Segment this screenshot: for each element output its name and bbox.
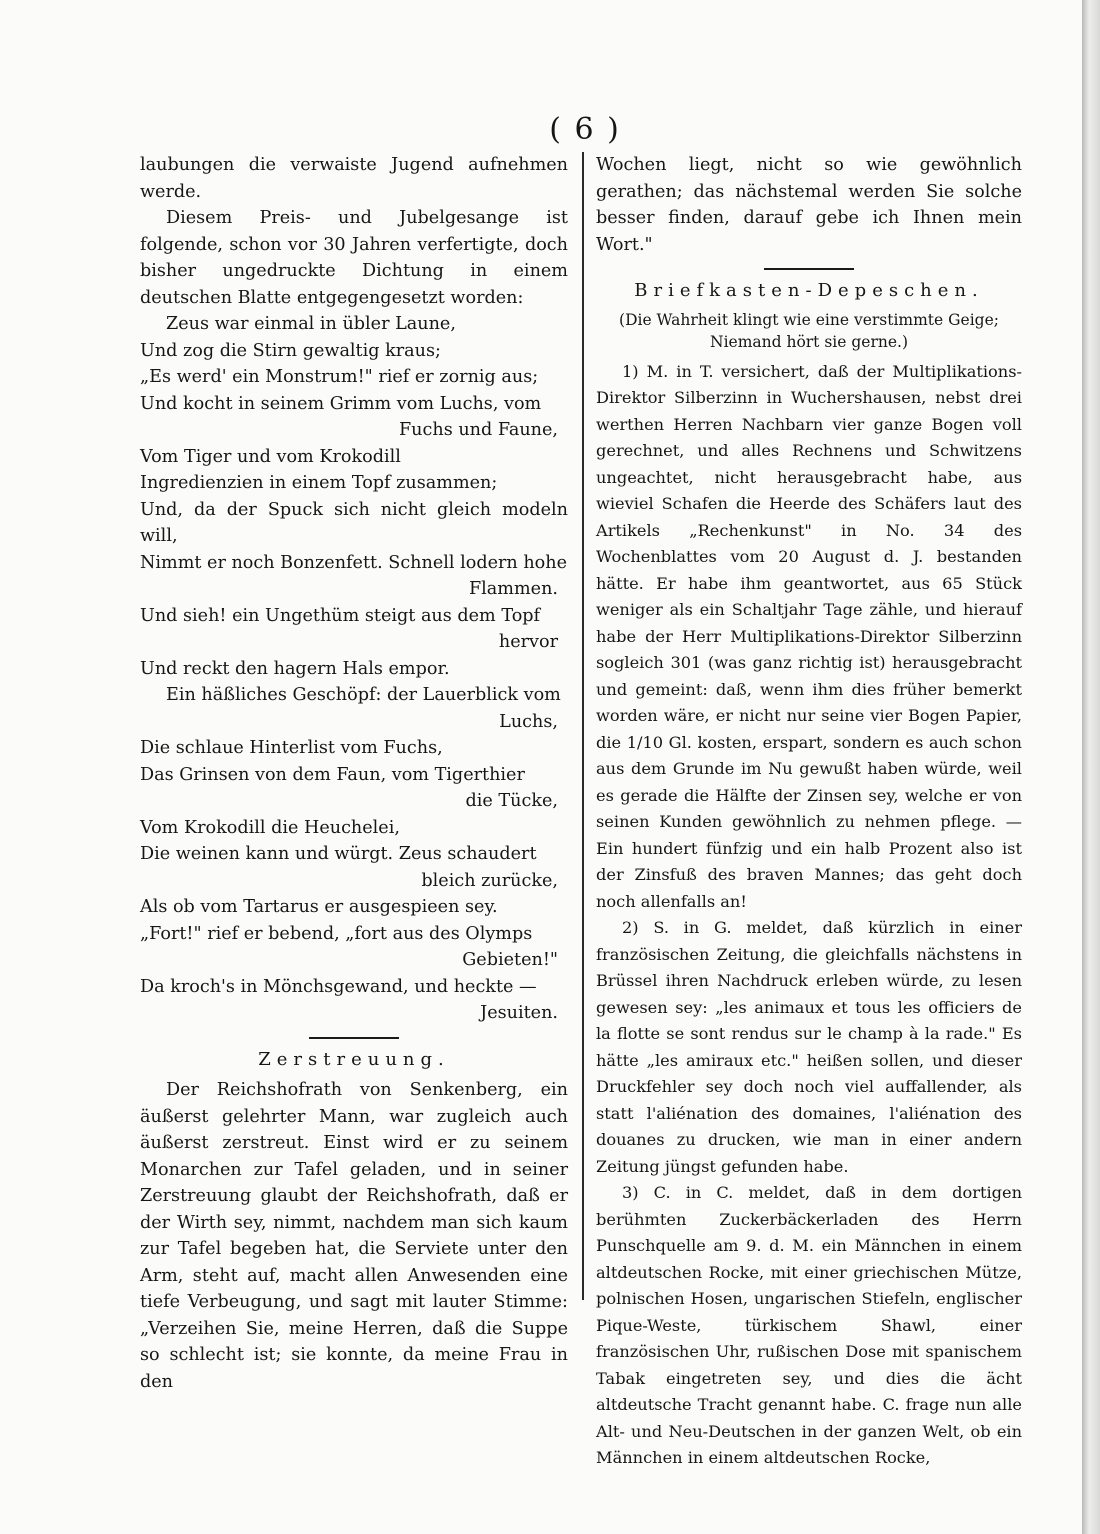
poem-line: Und zog die Stirn gewaltig kraus;	[140, 340, 441, 361]
poem-line: Und sieh! ein Ungethüm steigt aus dem Topf	[140, 605, 541, 626]
right-column	[596, 152, 1022, 1472]
poem-line-continued: Jesuiten.	[480, 1003, 558, 1023]
page-edge-shadow	[1082, 0, 1100, 1534]
poem	[140, 311, 568, 1027]
poem-line: Und kocht in seinem Grimm vom Luchs, vom	[140, 393, 542, 414]
poem-line: Das Grinsen von dem Faun, vom Tigerthier	[140, 764, 525, 785]
section-title-zerstreuung: Zerstreuung.	[258, 1048, 450, 1070]
poem-line: Vom Tiger und vom Krokodill	[140, 446, 401, 467]
poem-line: Zeus war einmal in übler Laune,	[166, 314, 456, 334]
intro-paragraph: Diesem Preis- und Jubelgesange ist folgende, schon vor 30 Jahren verfertigte, doch bisher ungedruckte Dichtung in einem deutschen Blatte entgegengesetzt worden:	[140, 208, 568, 308]
poem-line: Ingredienzien in einem Topf zusammen;	[140, 473, 498, 493]
poem-line-continued: hervor	[498, 632, 558, 652]
section-divider	[764, 268, 854, 270]
section-motto: (Die Wahrheit klingt wie eine verstimmte Geige; Niemand hört sie gerne.)	[619, 310, 999, 351]
poem-line: Vom Krokodill die Heuchelei,	[140, 817, 400, 838]
poem-line-continued: die Tücke,	[465, 791, 558, 811]
briefkasten-item-3: 3) C. in C. meldet, daß in dem dortigen berühmten Zuckerbäckerladen des Herrn Punschquelle am 9. d. M. ein Männchen in einem altdeutschen Rocke, mit einer griechischen Mütze, polnischen Hosen, ungarischen Stiefeln, englischer Pique-Weste, türkischem Shawl, einer französischen Uhr, rußischen Dose mit spanischem Tabak eingetreten sey, und dies die ächt altdeutsche Tracht genannt habe. C. frage nun alle Alt- und Neu-Deutschen in der ganzen Welt, ob ein Männchen in einem altdeutschen Rocke,	[596, 1183, 1022, 1467]
poem-line: Die schlaue Hinterlist vom Fuchs,	[140, 738, 443, 758]
zerstreuung-paragraph: Der Reichshofrath von Senkenberg, ein äußerst gelehrter Mann, war zugleich auch äußerst zerstreut. Einst wird er zu seinem Monarchen zur Tafel geladen, und in seiner Zerstreuung glaubt der Reichshofrath, daß er der Wirth sey, nimmt, nachdem man sich kaum zur Tafel begeben hat, die Serviete unter den Arm, steht auf, macht allen Anwesenden eine tiefe Verbeugung, und sagt mit lauter Stimme: „Verzeihen Sie, meine Herren, daß die Suppe so schlecht ist; sie konnte, da meine Frau in den	[140, 1080, 568, 1392]
poem-line: Nimmt er noch Bonzenfett. Schnell lodern hohe	[140, 552, 568, 573]
section-title-briefkasten: Briefkasten-Depeschen.	[634, 280, 984, 301]
poem-line: Und reckt den hagern Hals empor.	[140, 658, 450, 679]
poem-line: Und, da der Spuck sich nicht gleich modeln will,	[140, 499, 568, 546]
left-column	[140, 152, 568, 1395]
poem-line: Als ob vom Tartarus er ausgespieen sey.	[140, 897, 498, 917]
poem-line: „Es werd' ein Monstrum!" rief er zornig aus;	[140, 367, 539, 387]
poem-line-continued: Fuchs und Faune,	[398, 420, 558, 440]
page-number: ( 6 )	[549, 112, 621, 147]
intro-paragraph-end: laubungen die verwaiste Jugend aufnehmen werde.	[140, 155, 568, 202]
briefkasten-item-2: 2) S. in G. meldet, daß kürzlich in einer französischen Zeitung, die gleichfalls nächstens in Brüssel ihren Nachdruck erleben würde, zu lesen gewesen sey: „les animaux et tous les officiers de la flotte se sont rendus sur le champ à la rade." Es hätte „les amiraux etc." heißen sollen, und dieser Druckfehler sey doch noch viel auffallender, als statt l'aliénation des domaines, l'aliénation des douanes zu drucken, wie man in einer andern Zeitung jüngst gefunden habe.	[596, 918, 1022, 1176]
poem-line: „Fort!" rief er bebend, „fort aus des Olymps	[140, 923, 533, 944]
poem-line-continued: Flammen.	[468, 579, 558, 599]
briefkasten-item-1: 1) M. in T. versichert, daß der Multiplikations-Direktor Silberzinn in Wuchershausen, nebst drei werthen Herren Nachbarn vier ganze Bogen voll gerechnet, und alles Rechnens und Schwitzens ungeachtet, nicht herausgebracht habe, aus wieviel Schafen die Heerde des Schäfers laut des Artikels „Rechenkunst" in No. 34 des Wochenblattes vom 20 August d. J. bestanden hätte. Er habe ihm geantwortet, aus 65 Stück weniger als ein Schaltjahr Tage zähle, und hierauf habe der Herr Multiplikations-Direktor Silberzinn sogleich 301 (was ganz richtig ist) herausgebracht und gemeint: daß, wenn ihm dies früher bemerkt worden wäre, er nicht nur seine vier Bogen Papier, die 1/10 Gl. kosten, erspart, sondern es auch schon aus dem Grunde im Nu gewußt haben würde, weil es gerade die Hälfte der Zinsen sey, welche er von seinen Kunden gewöhnlich zu nehmen pflege. — Ein hundert fünfzig und ein halb Prozent also ist der Zinsfuß des braven Mannes; das geht doch noch allenfalls an!	[596, 361, 1022, 911]
poem-line-continued: Gebieten!"	[462, 950, 558, 970]
poem-line-continued: Luchs,	[499, 711, 558, 732]
poem-line-continued: bleich zurücke,	[421, 870, 558, 891]
column-divider	[582, 152, 584, 1300]
poem-line: Ein häßliches Geschöpf: der Lauerblick vom	[166, 685, 561, 705]
section-divider	[309, 1037, 399, 1039]
poem-line: Da kroch's in Mönchsgewand, und heckte —	[140, 976, 537, 997]
carryover-paragraph: Wochen liegt, nicht so wie gewöhnlich gerathen; das nächstemal werden Sie solche besser finden, darauf gebe ich Ihnen mein Wort."	[596, 155, 1022, 255]
poem-line: Die weinen kann und würgt. Zeus schaudert	[140, 844, 537, 864]
